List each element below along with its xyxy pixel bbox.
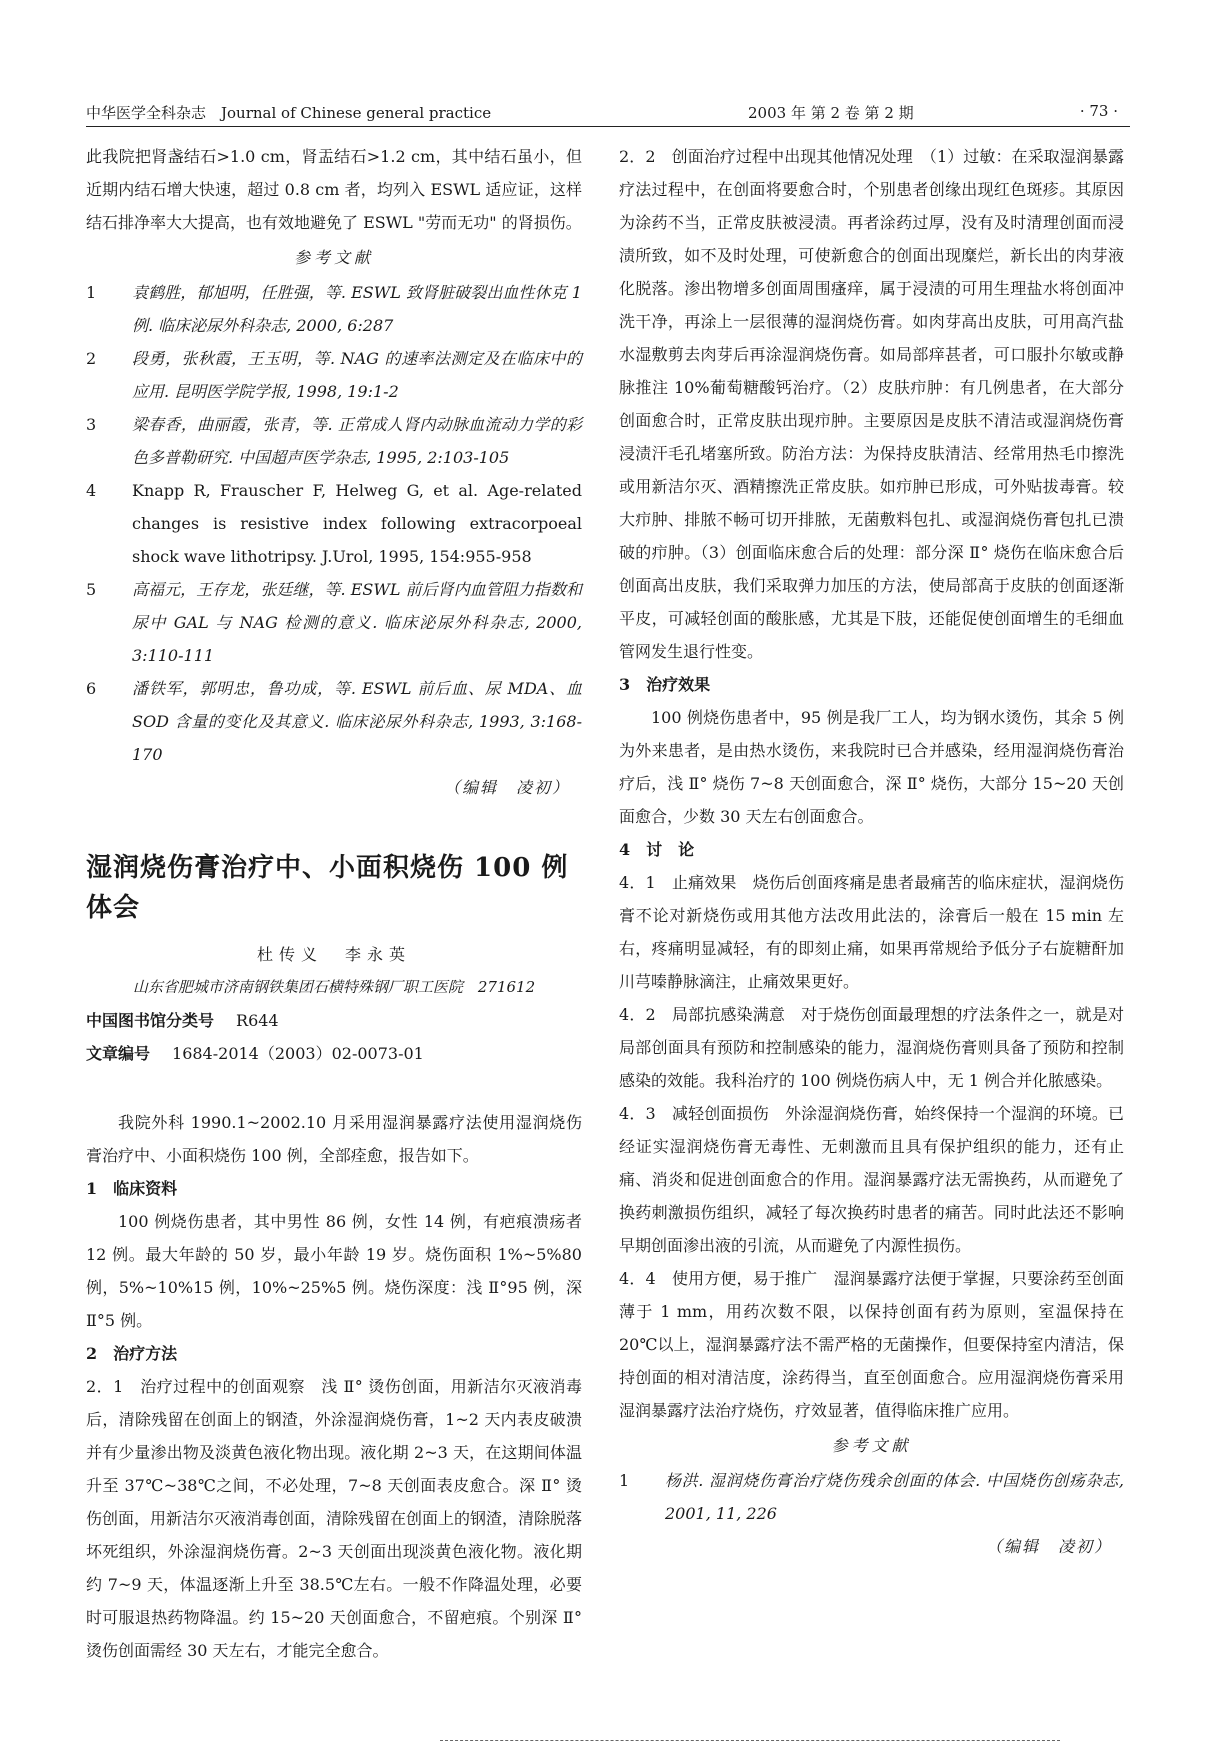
reference-text: 杨洪. 湿润烧伤膏治疗烧伤残余创面的体会. 中国烧伤创疡杂志, 2001, 11, 226 [665, 1471, 1124, 1523]
article-number [86, 1037, 582, 1070]
reference-text: 潘铁军，郭明忠，鲁功成，等. ESWL 前后血、尿 MDA、血 SOD 含量的变化及其意义. 临床泌尿外科杂志, 1993, 3:168-170 [132, 679, 582, 764]
right-column [619, 140, 1124, 1563]
reference-item [86, 672, 582, 771]
article-number-label: 文章编号 [86, 1044, 151, 1063]
clc-label: 中国图书馆分类号 [86, 1011, 215, 1030]
reference-item [86, 573, 582, 672]
article-number-value: 1684-2014（2003）02-0073-01 [172, 1044, 424, 1063]
clc-value: R644 [236, 1011, 279, 1030]
article-title: 湿润烧伤膏治疗中、小面积烧伤 100 例体会 [86, 853, 569, 923]
running-header [86, 100, 1130, 127]
reference-number: 2 [86, 349, 97, 368]
page-number: · 73 · [1079, 102, 1118, 120]
body-paragraph: 4．4 使用方便，易于推广 湿润暴露疗法便于掌握，只要涂药至创面薄于 1 mm，用药次数不限，以保持创面有药为原则，室温保持在 20℃以上，湿润暴露疗法不需严格的无菌操作，但要保持室内清洁，保持创面的相对清洁度，涂药得当，直至创面愈合。应用湿润烧伤膏采用湿润暴露疗法治疗烧伤，疗效显著，值得临床推广应用。 [619, 1269, 1124, 1420]
footer-divider [440, 1740, 1060, 1741]
reference-text: 段勇，张秋霞，王玉明，等. NAG 的速率法测定及在临床中的应用. 昆明医学院学报, 1998, 19:1-2 [132, 349, 582, 401]
body-paragraph: 100 例烧伤患者，其中男性 86 例，女性 14 例，有疤痕溃疡者 12 例。最大年龄的 50 岁，最小年龄 19 岁。烧伤面积 1%~5%80 例，5%~10%15 例，10%~25%5 例。烧伤深度：浅 Ⅱ°95 例，深 Ⅱ°5 例。 [86, 1212, 582, 1330]
reference-text: 梁春香，曲丽霞，张青，等. 正常成人肾内动脉血流动力学的彩色多普勒研究. 中国超声医学杂志, 1995, 2:103-105 [132, 415, 582, 467]
reference-number: 5 [86, 580, 97, 599]
reference-item [619, 1464, 1124, 1530]
references-heading: 参考文献 [831, 1436, 912, 1455]
section-heading: 1 临床资料 [86, 1179, 178, 1198]
journal-name: 中华医学全科杂志 Journal of Chinese general practice [86, 104, 492, 122]
author-affiliation: 山东省肥城市济南钢铁集团石横特殊钢厂职工医院 271612 [132, 978, 536, 996]
reference-number: 6 [86, 679, 97, 698]
body-paragraph: 100 例烧伤患者中，95 例是我厂工人，均为钢水烫伤，其余 5 例为外来患者，是由热水烫伤，来我院时已合并感染，经用湿润烧伤膏治疗后，浅 Ⅱ° 烧伤 7~8 天创面愈合，深 Ⅱ° 烧伤，大部分 15~20 天创面愈合，少数 30 天左右创面愈合。 [619, 708, 1124, 826]
reference-item [86, 474, 582, 573]
reference-text: 高福元，王存龙，张廷继，等. ESWL 前后肾内血管阻力指数和尿中 GAL 与 NAG 检测的意义. 临床泌尿外科杂志, 2000, 3:110-111 [132, 580, 582, 665]
body-paragraph: 4．1 止痛效果 烧伤后创面疼痛是患者最痛苦的临床症状，湿润烧伤膏不论对新烧伤或用其他方法改用此法的，涂膏后一般在 15 min 左右，疼痛明显减轻，有的即刻止痛，如果再常规给予低分子右旋糖酐加川芎嗪静脉滴注，止痛效果更好。 [619, 873, 1124, 991]
body-paragraph: 4．2 局部抗感染满意 对于烧伤创面最理想的疗法条件之一，就是对局部创面具有预防和控制感染的能力，湿润烧伤膏则具备了预防和控制感染的效能。我科治疗的 100 例烧伤病人中，无 1 例合并化脓感染。 [619, 1005, 1124, 1090]
section-heading: 3 治疗效果 [619, 675, 711, 694]
body-paragraph: 2．1 治疗过程中的创面观察 浅 Ⅱ° 烫伤创面，用新洁尔灭液消毒后，清除残留在创面上的钢渣，外涂湿润烧伤膏，1~2 天内表皮破溃并有少量渗出物及淡黄色液化物出现。液化期 2~3 天，在这期间体温升至 37℃~38℃之间，不必处理，7~8 天创面表皮愈合。深 Ⅱ° 烫伤创面，用新洁尔灭液消毒创面，清除残留在创面上的钢渣，清除脱落坏死组织，外涂湿润烧伤膏。2~3 天创面出现淡黄色液化物。液化期约 7~9 天，体温逐渐上升至 38.5℃左右。一般不作降温处理，必要时可服退热药物降温。约 15~20 天创面愈合，不留疤痕。个别深 Ⅱ° 烫伤创面需经 30 天左右，才能完全愈合。 [86, 1377, 583, 1660]
reference-item [86, 408, 582, 474]
reference-item [86, 276, 582, 342]
section-heading: 4 讨 论 [619, 840, 695, 859]
article-authors: 杜传义 李永英 [256, 945, 411, 964]
reference-text: Knapp R, Frauscher F, Helweg G, et al. Age-related changes is resistive index following extracorpoeal shock wave lithotripsy. J.Urol, 1995, 154:955-958 [132, 481, 582, 566]
intro-paragraph: 我院外科 1990.1~2002.10 月采用湿润暴露疗法使用湿润烧伤膏治疗中、小面积烧伤 100 例，全部痊愈，报告如下。 [86, 1113, 582, 1165]
reference-number: 1 [619, 1471, 630, 1490]
reference-number: 3 [86, 415, 97, 434]
reference-number: 4 [86, 481, 97, 500]
left-column [86, 140, 582, 1667]
references-heading: 参考文献 [293, 248, 374, 267]
reference-number: 1 [86, 283, 97, 302]
reference-item [86, 342, 582, 408]
previous-article-tail: 此我院把肾盏结石>1.0 cm，肾盂结石>1.2 cm，其中结石虽小，但近期内结石增大快速，超过 0.8 cm 者，均列入 ESWL 适应证，这样结石排净率大大提高，也有效地避免了 ESWL "劳而无功" 的肾损伤。 [86, 147, 582, 232]
reference-text: 袁鹤胜，郁旭明，任胜强，等. ESWL 致肾脏破裂出血性休克 1 例. 临床泌尿外科杂志, 2000, 6:287 [132, 283, 582, 335]
body-paragraph: 2．2 创面治疗过程中出现其他情况处理 （1）过敏：在采取湿润暴露疗法过程中，在创面将要愈合时，个别患者创缘出现红色斑疹。其原因为涂药不当，正常皮肤被浸渍。再者涂药过厚，没有及时清理创面而浸渍所致，如不及时处理，可使新愈合的创面出现糜烂，新长出的肉芽液化脱落。渗出物增多创面周围瘙痒，属于浸渍的可用生理盐水将创面冲洗干净，再涂上一层很薄的湿润烧伤膏。如肉芽高出皮肤，可用高汽盐水湿敷剪去肉芽后再涂湿润烧伤膏。如局部痒甚者，可口服扑尔敏或静脉推注 10%葡萄糖酸钙治疗。（2）皮肤疖肿：有几例患者，在大部分创面愈合时，正常皮肤出现疖肿。主要原因是皮肤不清洁或湿润烧伤膏浸渍汗毛孔堵塞所致。防治方法：为保持皮肤清洁、经常用热毛巾擦洗或用新洁尔灭、酒精擦洗正常皮肤。如疖肿已形成，可外贴拔毒膏。较大疖肿、排脓不畅可切开排脓，无菌敷料包扎、或湿润烧伤膏包扎已溃破的疖肿。（3）创面临床愈合后的处理：部分深 Ⅱ° 烧伤在临床愈合后创面高出皮肤，我们采取弹力加压的方法，使局部高于皮肤的创面逐渐平皮，可减轻创面的酸胀感，尤其是下肢，还能促使创面增生的毛细血管网发生退行性变。 [619, 147, 1124, 661]
editor-credit: （编辑 凌初） [443, 778, 570, 797]
clc-number [86, 1004, 582, 1037]
body-paragraph: 4．3 减轻创面损伤 外涂湿润烧伤膏，始终保持一个湿润的环境。已经证实湿润烧伤膏无毒性、无刺激而且具有保护组织的能力，还有止痛、消炎和促进创面愈合的作用。湿润暴露疗法无需换药，从而避免了换药刺激损伤组织，减轻了每次换药时患者的痛苦。同时此法还不影响早期创面渗出液的引流，从而避免了内源性损伤。 [619, 1104, 1124, 1255]
editor-credit: （编辑 凌初） [985, 1537, 1112, 1556]
issue-info: 2003 年 第 2 卷 第 2 期 [748, 104, 914, 122]
section-heading: 2 治疗方法 [86, 1344, 178, 1363]
